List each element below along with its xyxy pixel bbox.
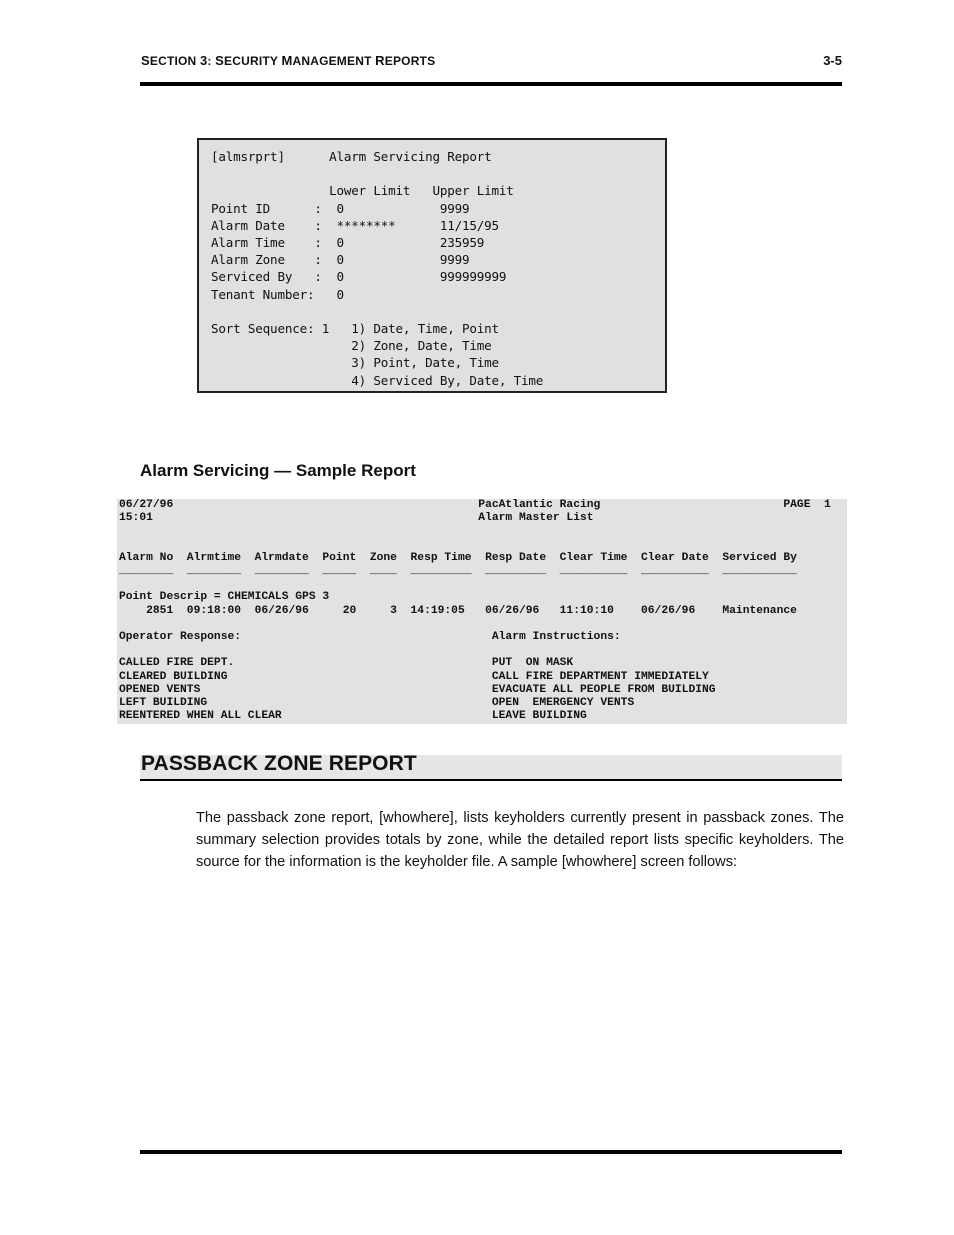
sample-report: [117, 499, 847, 724]
screen-text: [almsrprt] Alarm Servicing Report Lower Limit Upper Limit Point ID : 0 9999 Alarm Date : ******** 11/15/95 Alarm Time : 0 235959 Alarm Zone : 0 9999 Serviced By : 0 999999999 Tenant Number: 0 Sort Sequence: 1 1) Date, Time, Point 2) Zone, Date, Time 3) Point, Date, Time 4) Serviced By, Date, Time: [211, 149, 544, 388]
report-text: 06/27/96 PacAtlantic Racing PAGE 1 15:01 Alarm Master List Alarm No Alrmtime Alrmdate Point Zone Resp Time Resp Date Clear Time Clear Date Serviced By ________ ________ ________ _____ ____ _________ _________ __________ __________ ___________ Point Descrip = CHEMICALS GPS 3 2851 09:18:00 06/26/96 20 3 14:19:05 06/26/96 11:10:10 06/26/96 Maintenance Operator Response: Alarm Instructions: CALLED FIRE DEPT. PUT ON MASK CLEARED BUILDING CALL FIRE DEPARTMENT IMMEDIATELY OPENED VENTS EVACUATE ALL PEOPLE FROM BUILDING LEFT BUILDING OPEN EMERGENCY VENTS REENTERED WHEN ALL CLEAR LEAVE BUILDING: [119, 499, 831, 723]
page-number: 3-5: [823, 53, 842, 68]
footer-rule: [140, 1150, 842, 1154]
section-title: PASSBACK ZONE REPORT: [141, 752, 417, 775]
body-paragraph: The passback zone report, [whowhere], lists keyholders currently present in passback zones. The summary selection provides totals by zone, while the detailed report lists specific keyholders. The source for the information is the keyholder file. A sample [whowhere] screen follows:: [196, 810, 844, 870]
alarm-servicing-screen: [197, 138, 667, 393]
header-rule: [140, 82, 842, 86]
running-header: SECTION 3: SECURITY MANAGEMENT REPORTS: [141, 53, 436, 68]
figure-caption: Alarm Servicing — Sample Report: [140, 461, 416, 480]
